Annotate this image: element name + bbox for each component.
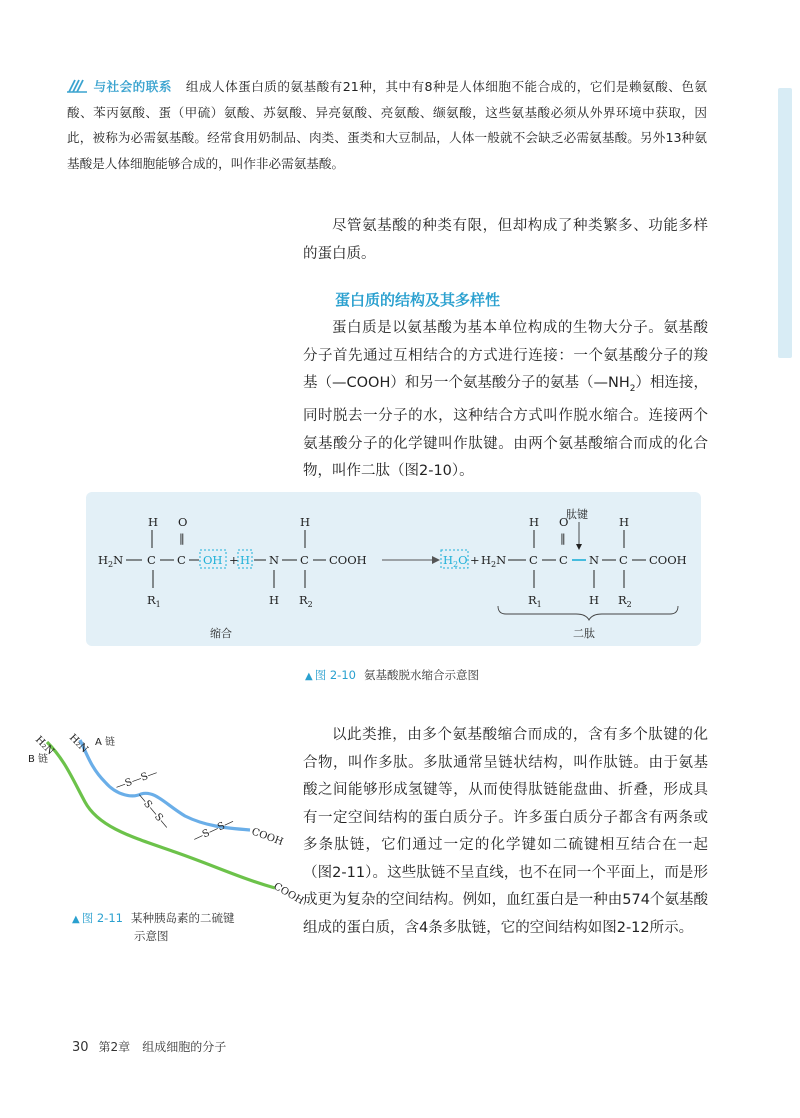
chapter-title: 组成细胞的分子: [142, 1040, 227, 1054]
plus-1: +: [229, 553, 239, 567]
atom-h-top-1: H: [148, 515, 159, 529]
peptide-bond-label: 肽键: [566, 508, 588, 521]
atom-h-n-dipeptide: H: [589, 593, 600, 607]
r1-group: $R_1$: [147, 593, 161, 609]
r2-group: $R_2$: [299, 593, 313, 609]
atom-c-alpha-1: C: [147, 553, 156, 567]
side-tab: [778, 88, 792, 358]
water-molecule: $H_2O$: [443, 553, 468, 569]
section-heading: 蛋白质的结构及其多样性: [335, 291, 501, 309]
figure-2-11: [25, 720, 306, 910]
r1-group-dipeptide: $R_1$: [528, 593, 542, 609]
atom-o-dipeptide: O: [559, 515, 569, 529]
double-bond-1: ‖: [179, 531, 185, 545]
page-number: 30: [72, 1040, 89, 1055]
chain-b-label: B 链: [28, 754, 49, 765]
caption-triangle-icon: ▲: [305, 671, 313, 682]
figure-2-11-caption: ▲ 图 2-11 某种胰岛素的二硫键 示意图: [72, 911, 235, 943]
condensation-label: 缩合: [210, 627, 232, 640]
dipeptide-label: 二肽: [573, 627, 595, 640]
carboxyl-group-2: COOH: [329, 553, 367, 567]
page-footer: [72, 1038, 226, 1055]
chain-a-label: A 链: [95, 737, 116, 748]
atom-c-carbonyl-dipeptide: C: [559, 553, 568, 567]
disulfide-bond-2: —S—S—: [191, 816, 236, 845]
double-bond-dipeptide: ‖: [560, 531, 566, 545]
paragraph-polypeptide: 以此类推，由多个氨基酸缩合而成的，含有多个肽键的化合物，叫作多肽。多肽通常呈链状结构，叫作肽链。由于氨基酸之间能够形成氢键等，从而使得肽链能盘曲、折叠，形成具有一定空间结构的蛋白质分子。许多蛋白质分子都含有两条或多条肽链，它们通过一定的化学键如二硫键相互结合在一起（图2-11）。这些肽链不呈直线，也不在同一个平面上，而是形成更为复杂的空间结构。例如，血红蛋白是一种由574个氨基酸组成的蛋白质，含4条多肽链，它的空间结构如图2-12所示。: [303, 727, 708, 936]
paragraph-protein-variety: 尽管氨基酸的种类有限，但却构成了种类繁多、功能多样的蛋白质。: [303, 218, 708, 262]
insulin-disulfide-diagram: [25, 720, 306, 910]
atom-c-alpha-2: C: [300, 553, 309, 567]
atom-o-1: O: [178, 515, 188, 529]
condensation-diagram: [86, 492, 701, 646]
atom-n-dipeptide: N: [589, 553, 600, 567]
chain-a-c-terminal: COOH: [249, 826, 285, 849]
chain-a-n-terminal: H₂N: [66, 732, 90, 756]
r2-group-dipeptide: $R_2$: [618, 593, 632, 609]
amino-group-1: $H_2N$: [98, 553, 124, 569]
figure-2-10-caption: ▲ 图 2-10 氨基酸脱水缩合示意图: [305, 668, 479, 682]
carboxyl-group-dipeptide: COOH: [649, 553, 687, 567]
atom-n-2: N: [269, 553, 280, 567]
figure-2-10-panel: [86, 492, 701, 646]
chapter-number: 第2章: [98, 1040, 131, 1054]
society-connection-label: 与社会的联系: [67, 79, 172, 94]
dipeptide-bracket: [498, 606, 678, 620]
plus-2: +: [470, 553, 480, 567]
hydroxyl-group: OH: [203, 553, 223, 567]
atom-h-top-3: H: [529, 515, 540, 529]
chain-b-c-terminal: COOH: [271, 881, 306, 907]
paragraph-dehydration: 蛋白质是以氨基酸为基本单位构成的生物大分子。氨基酸分子首先通过互相结合的方式进行连接：一个氨基酸分子的羧基（—COOH）和另一个氨基酸分子的氨基$(—NH_2)$相连接，同时脱去一分子的水，这种结合方式叫作脱水缩合。连接两个氨基酸分子的化学键叫作肽键。由两个氨基酸缩合而成的化合物，叫作二肽（图2-10）。: [303, 320, 709, 480]
chain-b-n-terminal: H₂N: [32, 734, 56, 758]
amino-group-dipeptide: $H_2N$: [481, 553, 507, 569]
atom-h-top-2: H: [300, 515, 311, 529]
society-connection-text: 组成人体蛋白质的氨基酸有21种，其中有8种是人体细胞不能合成的，它们是赖氨酸、色氨酸、苯丙氨酸、蛋（甲硫）氨酸、苏氨酸、异亮氨酸、亮氨酸、缬氨酸，这些氨基酸必须从外界环境中获取，因此，被称为必需氨基酸。经常食用奶制品、肉类、蛋类和大豆制品，人体一般就不会缺乏必需氨基酸。另外13种氨基酸是人体细胞能够合成的，叫作非必需氨基酸。: [67, 79, 707, 171]
atom-h-n-2: H: [269, 593, 280, 607]
society-connection-box: [67, 74, 707, 176]
atom-c-alpha-4: C: [619, 553, 628, 567]
disulfide-bond-intra: —S—S—: [134, 790, 172, 832]
atom-h-top-4: H: [619, 515, 630, 529]
hydrogen-atom: H: [240, 553, 251, 567]
caption-triangle-icon-2: ▲: [72, 914, 80, 925]
atom-c-carbonyl-1: C: [177, 553, 186, 567]
disulfide-bond-1: —S—S—: [114, 767, 160, 793]
atom-c-alpha-3: C: [529, 553, 538, 567]
society-icon: [67, 79, 89, 93]
